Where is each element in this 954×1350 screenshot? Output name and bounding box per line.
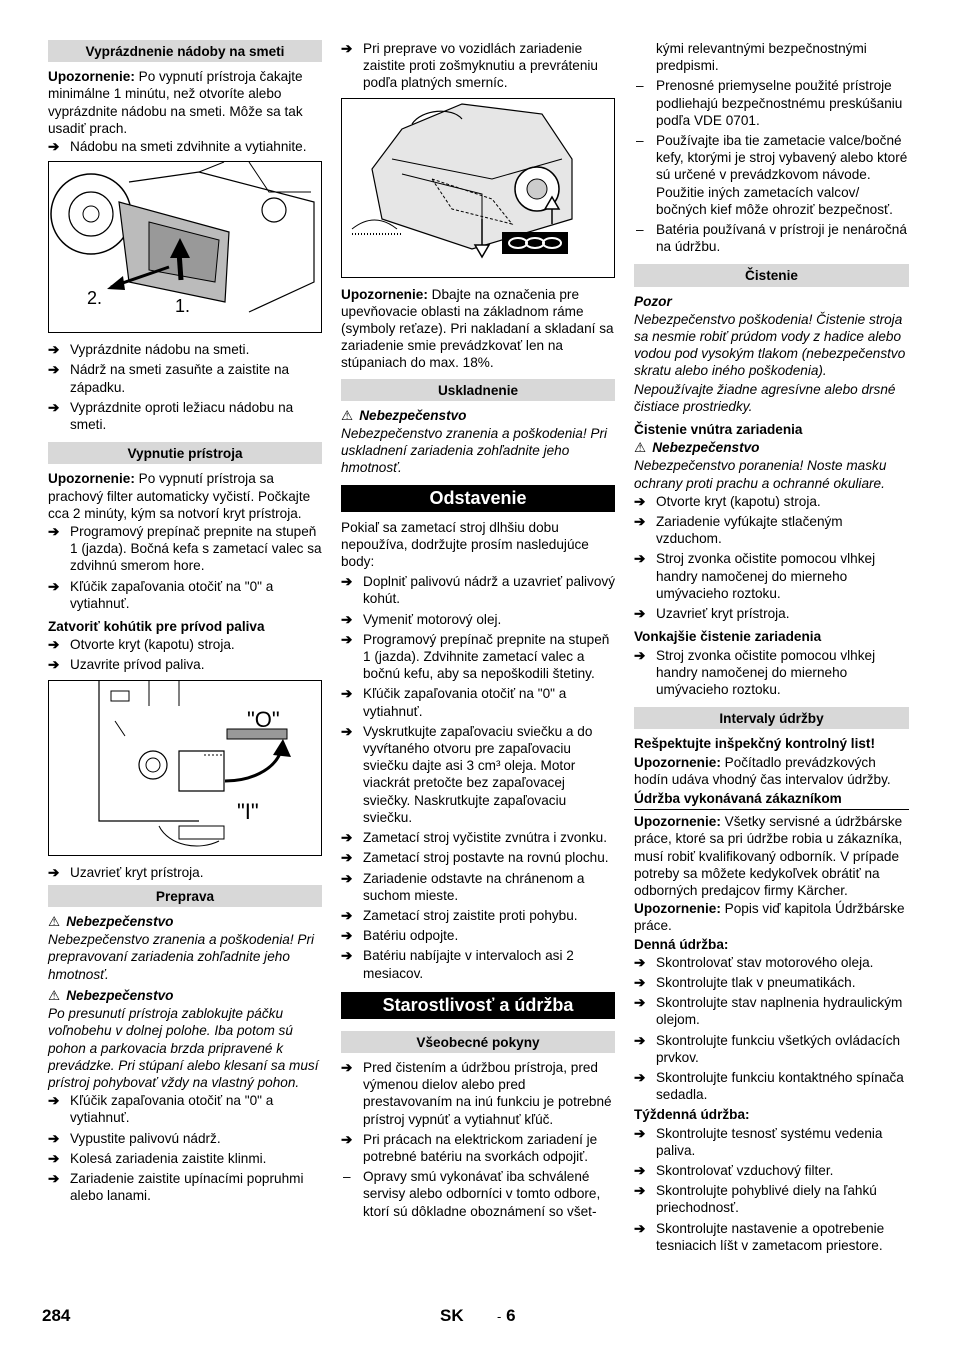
arrow-right-icon: ➔ xyxy=(634,493,646,509)
list-item: ➔ Skontrolovať vzduchový filter. xyxy=(634,1162,834,1178)
list-item: ➔ Uzavrite prívod paliva. xyxy=(48,657,205,673)
list-item: ➔ Doplniť palivovú nádrž a uzavrieť palivový kohút. xyxy=(341,574,615,607)
note-intervals: Upozornenie: Počítadlo prevádzkových hodín udáva vhodný čas intervalov údržby. xyxy=(634,754,891,787)
list-item: – Opravy smú vykonávať iba schválené servisy alebo odborníci v tomto odbore, ktorí sú dôkladne oboznámení so všet- xyxy=(343,1169,601,1219)
subheading-customer-maintenance: Údržba vykonávaná zákazníkom xyxy=(634,790,909,810)
warning-text: Nebezpečenstvo zranenia a poškodenia! Pri prepravovaní zariadenia zohľadnite jeho hmotnosť. xyxy=(48,932,315,982)
list-item: – Používajte iba tie zametacie valce/bočné kefy, ktorými je stroj vybavený alebo ktoré sú určené v prevádzkovom návode. Použitie iných zametacích valcov/ bočných kief môže ohroziť bezpečnosť. xyxy=(636,133,908,217)
shutdown-intro: Pokiaľ sa zametací stroj dlhšiu dobu nepoužíva, dodržujte prosím nasledujúce body: xyxy=(341,519,589,570)
heading-shutdown: Odstavenie xyxy=(341,485,615,512)
sub-page-number: - 6 xyxy=(497,1306,516,1325)
list-item: ➔ Skontrolujte funkciu kontaktného spínača sedadla. xyxy=(634,1069,904,1103)
list-item: ➔ Stroj zvonka očistite pomocou vlhkej handry namočenej do mierneho umývacieho roztoku. xyxy=(634,551,876,601)
arrow-right-icon: ➔ xyxy=(634,1220,646,1236)
arrow-right-icon: ➔ xyxy=(341,631,353,647)
page-footer xyxy=(0,1307,954,1329)
arrow-right-icon: ➔ xyxy=(48,1093,60,1109)
subheading-clean-inside: Čistenie vnútra zariadenia xyxy=(634,422,803,438)
arrow-right-icon: ➔ xyxy=(341,41,353,56)
arrow-right-icon: ➔ xyxy=(341,948,353,964)
arrow-right-icon: ➔ xyxy=(48,637,60,653)
caution-label: Pozor xyxy=(634,293,672,309)
list-item: ➔ Uzavrieť kryt prístroja. xyxy=(48,864,204,880)
heading-empty-bin: Vyprázdnenie nádoby na smeti xyxy=(48,40,322,62)
arrow-right-icon: ➔ xyxy=(341,1059,353,1075)
list-item: ➔ Pri preprave vo vozidlách zariadenie zaistite proti zošmyknutiu a prevráteniu podľa platných smerníc. xyxy=(341,41,598,91)
note-off: Upozornenie: Po vypnutí prístroja sa prachový filter automaticky vyčistí. Počkajte cca 2 minúty, kým sa notvorí kryt prístroja. xyxy=(48,471,311,521)
dash-bullet: – xyxy=(636,78,644,94)
list-item: ➔ Zametací stroj zaistite proti pohybu. xyxy=(341,907,578,923)
arrow-right-icon: ➔ xyxy=(634,514,646,530)
list-item: ➔ Nádobu na smeti zdvihnite a vytiahnite. xyxy=(48,139,307,155)
warning-label: ⚠ Nebezpečenstvo xyxy=(341,407,467,423)
subheading-inspection: Rešpektujte inšpekčný kontrolný list! xyxy=(634,736,875,752)
arrow-right-icon: ➔ xyxy=(48,1150,60,1166)
list-item: ➔ Programový prepínač prepnite na stupeň 1 (jazda). Zdvihnite zametací valec a bočnú kefu, aby sa nepoškodili štetiny. xyxy=(341,631,610,682)
list-item: ➔ Vyprázdnite nádobu na smeti. xyxy=(48,342,250,358)
arrow-right-icon: ➔ xyxy=(634,974,646,990)
arrow-right-icon: ➔ xyxy=(341,686,353,702)
figure-fuel-valve xyxy=(48,680,322,856)
arrow-right-icon: ➔ xyxy=(634,1032,646,1048)
list-item: ➔ Kolesá zariadenia zaistite klinmi. xyxy=(48,1150,267,1166)
list-item: ➔ Skontrolujte funkciu všetkých ovládacích prvkov. xyxy=(634,1032,901,1065)
caution-text: Nepoužívajte žiadne agresívne alebo drsné čistiace prostriedky. xyxy=(634,381,896,414)
arrow-right-icon: ➔ xyxy=(341,850,353,866)
list-item: ➔ Skontrolujte stav naplnenia hydraulickým olejom. xyxy=(634,995,903,1028)
list-item: ➔ Skontrolujte pohyblivé diely na ľahkú priechodnosť. xyxy=(634,1183,877,1216)
arrow-right-icon: ➔ xyxy=(341,830,353,846)
fuel-valve-illustration xyxy=(49,681,321,855)
arrow-right-icon: ➔ xyxy=(48,342,60,358)
note-customer-2: Upozornenie: Popis viď kapitola Údržbárske práce. xyxy=(634,901,905,934)
list-item: ➔ Zariadenie zaistite upínacími popruhmi alebo lanami. xyxy=(48,1170,304,1204)
caution-text: Nebezpečenstvo poškodenia! Čistenie stroja sa nesmie robiť prúdom vody z hadice alebo vodou pod vysokým tlakom (nebezpečenstvo skratu alebo iného poškodenia). xyxy=(634,311,906,379)
sweeper-illustration xyxy=(342,99,614,277)
list-item: ➔ Nádrž na smeti zasuňte a zaistite na západku. xyxy=(48,362,290,395)
warning-triangle-icon: ⚠ xyxy=(48,914,61,930)
list-item: ➔ Zariadenie odstavte na chránenom a suchom mieste. xyxy=(341,870,585,903)
page-number: 284 xyxy=(42,1306,71,1325)
list-item: ➔ Stroj zvonka očistite pomocou vlhkej handry namočenej do mierneho umývacieho roztoku. xyxy=(634,647,876,697)
warning-text: Po presunutí prístroja zablokujte páčku voľnobehu v dolnej polohe. Iba potom sú pohon a parkovacia brzda pripravené k prevádzke. Pri stúpaní alebo klesaní sa musí prístroj pohybovať vždy na vlastný pohon. xyxy=(48,1006,319,1090)
heading-cleaning: Čistenie xyxy=(634,264,909,286)
warning-text: Nebezpečenstvo zranenia a poškodenia! Pri uskladnení zariadenia zohľadnite jeho hmotnosť. xyxy=(341,426,608,476)
arrow-right-icon: ➔ xyxy=(634,954,646,970)
arrow-right-icon: ➔ xyxy=(634,995,646,1011)
heading-storage: Uskladnenie xyxy=(341,379,615,401)
arrow-right-icon: ➔ xyxy=(48,578,60,594)
list-item: – Batéria používaná v prístroji je nenáročná na údržbu. xyxy=(636,222,907,255)
list-item: ➔ Skontrolujte tesnosť systému vedenia paliva. xyxy=(634,1125,883,1158)
list-item: ➔ Batériu odpojte. xyxy=(341,928,459,944)
fig2-label-o: "O" xyxy=(247,706,280,732)
list-item: ➔ Vyprázdnite oproti ležiacu nádobu na smeti. xyxy=(48,399,294,433)
warning-text: Nebezpečenstvo poranenia! Noste masku ochrany proti prachu a ochranné okuliare. xyxy=(634,458,887,491)
list-item: ➔ Skontrolujte nastavenie a opotrebenie tesniacich líšt v zametacom priestore. xyxy=(634,1220,885,1253)
list-item: ➔ Zametací stroj vyčistite zvnútra i zvonku. xyxy=(341,830,608,846)
list-item: ➔ Vypustite palivovú nádrž. xyxy=(48,1130,221,1146)
list-item: ➔ Kľúčik zapaľovania otočiť na "0" a vytiahnuť. xyxy=(48,1093,274,1126)
arrow-right-icon: ➔ xyxy=(634,606,646,622)
arrow-right-icon: ➔ xyxy=(634,1183,646,1199)
figure-sweeper-machine xyxy=(341,98,615,278)
arrow-right-icon: ➔ xyxy=(634,1069,646,1085)
figure-dustbin xyxy=(48,161,322,333)
arrow-right-icon: ➔ xyxy=(634,1125,646,1141)
arrow-right-icon: ➔ xyxy=(48,1170,60,1186)
column-middle xyxy=(341,40,615,1223)
list-item: – Prenosné priemyselne použité prístroje podliehajú bezpečnostnému preskúšaniu podľa VDE 0701. xyxy=(636,78,903,128)
warning-label: ⚠ Nebezpečenstvo xyxy=(634,440,760,456)
list-item: ➔ Batériu nabíjajte v intervaloch asi 2 mesiacov. xyxy=(341,948,574,981)
language-code: SK xyxy=(440,1306,464,1325)
dustbin-illustration xyxy=(49,162,321,332)
warning-triangle-icon: ⚠ xyxy=(341,407,354,423)
arrow-right-icon: ➔ xyxy=(48,399,60,415)
arrow-right-icon: ➔ xyxy=(341,723,353,739)
arrow-right-icon: ➔ xyxy=(48,524,60,540)
list-item: ➔ Skontrolujte tlak v pneumatikách. xyxy=(634,974,856,990)
column-left xyxy=(48,40,322,1207)
arrow-right-icon: ➔ xyxy=(341,928,353,944)
dash-bullet: – xyxy=(636,222,644,238)
arrow-right-icon: ➔ xyxy=(634,1162,646,1178)
list-item: ➔ Zariadenie vyfúkajte stlačeným vzduchom. xyxy=(634,514,843,547)
subheading-fuel: Zatvoriť kohútik pre prívod paliva xyxy=(48,619,265,635)
heading-switch-off: Vypnutie prístroja xyxy=(48,442,322,464)
arrow-right-icon: ➔ xyxy=(341,611,353,627)
list-item: ➔ Programový prepínač prepnite na stupeň 1 (jazda). Bočná kefa s zametací valec sa zdvihnú smerom hore. xyxy=(48,524,322,574)
arrow-right-icon: ➔ xyxy=(341,1131,353,1147)
list-item: ➔ Pri prácach na elektrickom zariadení je potrebné batériu na svorkách odpojiť. xyxy=(341,1131,598,1164)
note-transport: Upozornenie: Dbajte na označenia pre upevňovacie oblasti na základnom ráme (symboly reťaze). Pri nakladaní a skladaní sa zariadenie smie prevádzkovať len na stúpaniach do max. 18%. xyxy=(341,286,614,371)
subheading-clean-outside: Vonkajšie čistenie zariadenia xyxy=(634,629,822,645)
heading-transport: Preprava xyxy=(48,885,322,907)
arrow-right-icon: ➔ xyxy=(341,907,353,923)
arrow-right-icon: ➔ xyxy=(341,574,353,590)
warning-triangle-icon: ⚠ xyxy=(634,440,647,456)
arrow-right-icon: ➔ xyxy=(48,1130,60,1146)
heading-intervals: Intervaly údržby xyxy=(634,707,909,729)
arrow-right-icon: ➔ xyxy=(48,864,60,880)
fig1-label-2: 2. xyxy=(87,288,103,309)
warning-triangle-icon: ⚠ xyxy=(48,987,61,1003)
arrow-right-icon: ➔ xyxy=(48,139,60,155)
list-item: ➔ Vyskrutkujte zapaľovaciu sviečku a do vyvŕtaného otvoru pre zapaľovaciu sviečku dajte asi 3 cm³ oleja. Motor viackrát pretočte bez zapaľovacej sviečky. Naskrutkujte zapaľovaciu sviečku. xyxy=(341,723,593,825)
list-item: ➔ Otvorte kryt (kapotu) stroja. xyxy=(634,493,821,509)
fig1-label-1: 1. xyxy=(175,296,191,317)
list-item: ➔ Kľúčik zapaľovania otočiť na "0" a vytiahnuť. xyxy=(48,578,274,611)
list-item: ➔ Vymeniť motorový olej. xyxy=(341,611,502,627)
list-item: kými relevantnými bezpečnostnými predpismi. xyxy=(656,41,867,74)
note-empty: Upozornenie: Po vypnutí prístroja čakajte minimálne 1 minútu, než otvoríte alebo vyprázdnite nádobu na smeti. Môže sa tak usadiť prach. xyxy=(48,69,303,136)
arrow-right-icon: ➔ xyxy=(48,657,60,673)
fig2-label-i: "I" xyxy=(237,798,259,824)
arrow-right-icon: ➔ xyxy=(634,647,646,663)
list-item: ➔ Zametací stroj postavte na rovnú plochu. xyxy=(341,850,609,866)
heading-care: Starostlivosť a údržba xyxy=(341,992,615,1019)
list-item: ➔ Skontrolovať stav motorového oleja. xyxy=(634,954,874,970)
arrow-right-icon: ➔ xyxy=(48,362,60,378)
list-item: ➔ Kľúčik zapaľovania otočiť na "0" a vytiahnuť. xyxy=(341,686,567,719)
list-item: ➔ Pred čistením a údržbou prístroja, pred výmenou dielov alebo pred prestavovaním na inú funkciu je potrebné prístroj vypnúť a vytiahnuť kľúč. xyxy=(341,1059,612,1127)
warning-label: ⚠ Nebezpečenstvo xyxy=(48,914,174,930)
arrow-right-icon: ➔ xyxy=(634,551,646,567)
note-customer: Upozornenie: Všetky servisné a údržbárske práce, ktoré sa pri údržbe robia u zákazníka, musí robiť kvalifikovaný odborník. V prípade potreby sa môžete kedykoľvek obrátiť na odborných predajcov firmy Kärcher. xyxy=(634,814,903,898)
list-item: ➔ Otvorte kryt (kapotu) stroja. xyxy=(48,637,235,653)
list-item: ➔ Uzavrieť kryt prístroja. xyxy=(634,606,790,622)
dash-bullet: – xyxy=(343,1169,351,1185)
subheading-daily: Denná údržba: xyxy=(634,936,729,952)
warning-label: ⚠ Nebezpečenstvo xyxy=(48,987,174,1003)
column-right xyxy=(634,40,909,1257)
arrow-right-icon: ➔ xyxy=(341,870,353,886)
heading-general: Všeobecné pokyny xyxy=(341,1031,615,1053)
dash-bullet: – xyxy=(636,133,644,149)
subheading-weekly: Týždenná údržba: xyxy=(634,1107,750,1123)
